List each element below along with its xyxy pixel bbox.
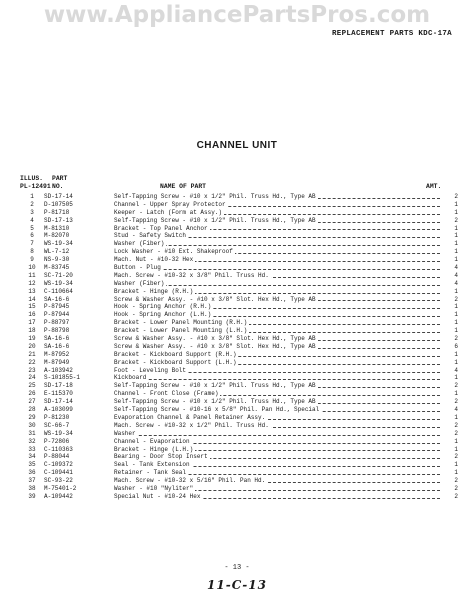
part-name-text: Channel - Front Close (Frame) xyxy=(114,390,219,398)
cell-part-name xyxy=(114,469,444,477)
cell-amount: 2 xyxy=(454,453,458,461)
cell-amount: 2 xyxy=(454,398,458,406)
cell-amount: 2 xyxy=(454,295,458,303)
cell-part-number: P-81230 xyxy=(44,413,70,421)
part-name-text: Self-Tapping Screw - #10 x 1/2" Phil. Truss Hd., Type AB xyxy=(114,193,316,200)
cell-part-name xyxy=(114,209,444,217)
section-title: CHANNEL UNIT xyxy=(196,140,278,151)
cell-part-name xyxy=(114,438,444,446)
cell-illus-number: 13 xyxy=(28,287,36,295)
col-header-illus: ILLUS. xyxy=(20,175,44,182)
cell-illus-number: 7 xyxy=(30,240,34,248)
cell-amount: 4 xyxy=(454,366,458,374)
cell-illus-number: 5 xyxy=(30,224,34,232)
handwritten-note: 11-C-13 xyxy=(207,578,267,592)
cell-part-name xyxy=(114,414,444,422)
cell-part-number: SA-16-6 xyxy=(44,295,70,303)
cell-part-name xyxy=(114,367,444,375)
table-row xyxy=(20,193,458,201)
part-name-text: Washer - #10 "Nyliter" xyxy=(114,484,194,492)
table-row xyxy=(20,217,458,225)
table-row xyxy=(20,374,458,382)
cell-illus-number: 37 xyxy=(28,477,36,485)
cell-part-name xyxy=(114,406,444,414)
cell-part-name xyxy=(114,248,444,256)
part-name-text: Hook - Spring Anchor (R.H.) xyxy=(114,303,212,311)
cell-amount: 2 xyxy=(454,421,458,429)
cell-part-number: WS-19-34 xyxy=(44,240,73,248)
part-name-text: Foot - Leveling Bolt xyxy=(114,366,187,374)
cell-amount: 4 xyxy=(454,264,458,272)
col-header-name: NAME OF PART xyxy=(160,183,207,190)
cell-part-number: WS-19-34 xyxy=(44,429,73,437)
cell-part-number: NS-9-30 xyxy=(44,256,70,264)
cell-part-number: SC-71-20 xyxy=(44,271,73,279)
cell-part-name xyxy=(114,335,444,343)
table-row xyxy=(20,398,458,406)
cell-amount: 6 xyxy=(454,342,458,350)
cell-amount: 4 xyxy=(454,406,458,414)
part-name-text: Self-Tapping Screw - #10 x 1/2" Phil. Truss Hd., Type AB xyxy=(114,382,316,390)
part-name-text: Self-Tapping Screw - #10 x 1/2" Phil. Truss Hd., Type AB xyxy=(114,216,316,224)
cell-part-number: P-87945 xyxy=(44,303,70,311)
cell-amount: 1 xyxy=(454,232,458,240)
cell-amount: 1 xyxy=(454,240,458,248)
cell-part-number: A-103942 xyxy=(44,366,73,374)
cell-part-number: D-107505 xyxy=(44,200,73,208)
cell-illus-number: 16 xyxy=(28,311,36,319)
cell-illus-number: 36 xyxy=(28,469,36,477)
part-name-text: Bracket - Hinge (L.H.) xyxy=(114,445,194,453)
cell-amount: 1 xyxy=(454,248,458,256)
cell-amount: 1 xyxy=(454,437,458,445)
table-row xyxy=(20,280,458,288)
table-row xyxy=(20,461,458,469)
col-header-pl: PL-12491 xyxy=(20,183,51,190)
cell-part-name xyxy=(114,256,444,264)
part-name-text: Washer (Fiber) xyxy=(114,279,165,287)
cell-amount: 1 xyxy=(454,287,458,295)
cell-part-number: M-83745 xyxy=(44,264,70,272)
cell-part-number: SA-16-6 xyxy=(44,342,70,350)
cell-illus-number: 27 xyxy=(28,398,36,406)
table-row xyxy=(20,422,458,430)
cell-part-number: M-82070 xyxy=(44,232,70,240)
cell-illus-number: 23 xyxy=(28,366,36,374)
cell-illus-number: 3 xyxy=(30,208,34,216)
table-row xyxy=(20,311,458,319)
part-name-text: Channel - Evaporation xyxy=(114,437,190,445)
cell-part-name xyxy=(114,303,444,311)
cell-amount: 1 xyxy=(454,319,458,327)
cell-part-number: SC-93-22 xyxy=(44,477,73,485)
table-row xyxy=(20,209,458,217)
cell-illus-number: 31 xyxy=(28,429,36,437)
cell-amount: 4 xyxy=(454,279,458,287)
cell-amount: 1 xyxy=(454,311,458,319)
table-row xyxy=(20,469,458,477)
cell-part-number: A-109442 xyxy=(44,492,73,500)
cell-part-number: M-87952 xyxy=(44,350,70,358)
table-row xyxy=(20,264,458,272)
part-name-text: Lock Washer - #10 Ext. Shakeproof xyxy=(114,248,233,256)
cell-part-name xyxy=(114,272,444,280)
part-name-text: Screw & Washer Assy. - #10 x 3/8" Slot. Hex Hd., Type AB xyxy=(114,342,316,350)
cell-amount: 1 xyxy=(454,224,458,232)
cell-part-number: C-109441 xyxy=(44,469,73,477)
table-row xyxy=(20,477,458,485)
cell-amount: 2 xyxy=(454,216,458,224)
cell-part-number: WL-7-12 xyxy=(44,248,70,256)
cell-part-number: SA-16-6 xyxy=(44,335,70,343)
table-row xyxy=(20,406,458,414)
cell-part-name xyxy=(114,493,444,501)
part-name-text: Bracket - Kickboard Support (L.H.) xyxy=(114,358,237,366)
table-row xyxy=(20,256,458,264)
table-row xyxy=(20,248,458,256)
table-row xyxy=(20,359,458,367)
part-name-text: Bracket - Lower Panel Mounting (R.H.) xyxy=(114,319,248,327)
part-name-text: Bearing - Door Stop Insert xyxy=(114,453,208,461)
cell-illus-number: 15 xyxy=(28,303,36,311)
cell-part-number: SC-66-7 xyxy=(44,421,70,429)
cell-part-name xyxy=(114,461,444,469)
cell-part-number: SD-17-18 xyxy=(44,382,73,390)
parts-list xyxy=(20,193,458,501)
cell-part-name xyxy=(114,485,444,493)
cell-amount: 1 xyxy=(454,413,458,421)
part-name-text: Special Nut - #10-24 Hex xyxy=(114,492,201,500)
cell-amount: 1 xyxy=(454,256,458,264)
cell-amount: 2 xyxy=(454,335,458,343)
cell-part-name xyxy=(114,296,444,304)
part-name-text: Bracket - Hinge (R.H.) xyxy=(114,287,194,295)
cell-part-number: SD-17-14 xyxy=(44,193,73,200)
cell-part-number: P-88797 xyxy=(44,319,70,327)
cell-illus-number: 29 xyxy=(28,413,36,421)
cell-amount: 2 xyxy=(454,429,458,437)
cell-part-number: M-87949 xyxy=(44,358,70,366)
cell-part-name xyxy=(114,422,444,430)
cell-amount: 1 xyxy=(454,445,458,453)
cell-amount: 2 xyxy=(454,477,458,485)
part-name-text: Evaporation Channel & Panel Retainer Assy. xyxy=(114,413,266,421)
part-name-text: Self-Tapping Screw - #10-16 x 5/8" Phil. Pan Hd., Special xyxy=(114,406,320,414)
cell-illus-number: 38 xyxy=(28,484,36,492)
cell-illus-number: 14 xyxy=(28,295,36,303)
cell-illus-number: 35 xyxy=(28,461,36,469)
table-row xyxy=(20,382,458,390)
table-row xyxy=(20,430,458,438)
cell-illus-number: 18 xyxy=(28,327,36,335)
cell-illus-number: 30 xyxy=(28,421,36,429)
cell-amount: 2 xyxy=(454,484,458,492)
cell-amount: 1 xyxy=(454,327,458,335)
part-name-text: Channel - Upper Spray Protector xyxy=(114,200,226,208)
cell-amount: 2 xyxy=(454,193,458,200)
part-name-text: Mach. Screw - #10-32 x 5/16" Phil. Pan Hd. xyxy=(114,477,266,485)
cell-illus-number: 39 xyxy=(28,492,36,500)
cell-amount: 1 xyxy=(454,358,458,366)
part-name-text: Mach. Nut - #10-32 Hex xyxy=(114,256,194,264)
table-row xyxy=(20,232,458,240)
table-row xyxy=(20,438,458,446)
part-name-text: Keeper - Latch (Form at Assy.) xyxy=(114,208,223,216)
cell-illus-number: 26 xyxy=(28,390,36,398)
table-row xyxy=(20,414,458,422)
cell-part-name xyxy=(114,280,444,288)
cell-illus-number: 19 xyxy=(28,335,36,343)
cell-part-number: E-115370 xyxy=(44,390,73,398)
cell-amount: 1 xyxy=(454,350,458,358)
cell-part-name xyxy=(114,382,444,390)
cell-amount: 1 xyxy=(454,208,458,216)
part-name-text: Self-Tapping Screw - #10 x 1/2" Phil. Truss Hd., Type AB xyxy=(114,398,316,406)
table-row xyxy=(20,201,458,209)
table-row xyxy=(20,446,458,454)
cell-part-number: P-88044 xyxy=(44,453,70,461)
part-name-text: Kickboard xyxy=(114,374,147,382)
part-name-text: Bracket - Lower Panel Mounting (L.H.) xyxy=(114,327,248,335)
cell-part-name xyxy=(114,374,444,382)
cell-part-name xyxy=(114,446,444,454)
cell-part-number: SD-17-14 xyxy=(44,398,73,406)
cell-amount: 1 xyxy=(454,200,458,208)
table-row xyxy=(20,390,458,398)
cell-illus-number: 32 xyxy=(28,437,36,445)
cell-part-number: P-81718 xyxy=(44,208,70,216)
page-header: REPLACEMENT PARTS KDC-17A xyxy=(331,30,452,38)
cell-part-name xyxy=(114,477,444,485)
cell-part-name xyxy=(114,240,444,248)
cell-part-name xyxy=(114,193,444,201)
cell-part-number: P-72806 xyxy=(44,437,70,445)
cell-part-name xyxy=(114,311,444,319)
cell-part-number: S-101855-1 xyxy=(44,374,81,382)
cell-illus-number: 21 xyxy=(28,350,36,358)
table-row xyxy=(20,351,458,359)
part-name-text: Screw & Washer Assy. - #10 x 3/8" Slot. Hex Hd., Type AB xyxy=(114,295,316,303)
part-name-text: Mach. Screw - #10-32 x 3/8" Phil. Truss Hd. xyxy=(114,271,269,279)
cell-amount: 1 xyxy=(454,303,458,311)
table-row xyxy=(20,485,458,493)
cell-illus-number: 2 xyxy=(30,200,34,208)
cell-part-number: SD-17-13 xyxy=(44,216,73,224)
page-number: - 13 - xyxy=(224,564,250,572)
cell-illus-number: 25 xyxy=(28,382,36,390)
cell-part-number: P-87944 xyxy=(44,311,70,319)
cell-part-name xyxy=(114,453,444,461)
cell-amount: 2 xyxy=(454,492,458,500)
cell-part-number: C-110664 xyxy=(44,287,73,295)
cell-amount: 1 xyxy=(454,469,458,477)
part-name-text: Bracket - Kickboard Support (R.H.) xyxy=(114,350,237,358)
cell-part-name xyxy=(114,232,444,240)
table-row xyxy=(20,319,458,327)
cell-illus-number: 17 xyxy=(28,319,36,327)
cell-part-number: C-110363 xyxy=(44,445,73,453)
cell-amount: 4 xyxy=(454,271,458,279)
table-row xyxy=(20,367,458,375)
cell-part-number: P-88798 xyxy=(44,327,70,335)
table-row xyxy=(20,335,458,343)
cell-amount: 1 xyxy=(454,461,458,469)
table-row xyxy=(20,240,458,248)
cell-part-name xyxy=(114,398,444,406)
part-name-text: Button - Plug xyxy=(114,264,161,272)
cell-part-name xyxy=(114,264,444,272)
watermark-text: www.AppliancePartsPros.com xyxy=(43,2,431,28)
table-row xyxy=(20,288,458,296)
table-row xyxy=(20,453,458,461)
cell-amount: 2 xyxy=(454,382,458,390)
part-name-text: Hook - Spring Anchor (L.H.) xyxy=(114,311,212,319)
part-name-text: Retainer - Tank Seal xyxy=(114,469,187,477)
cell-part-name xyxy=(114,430,444,438)
cell-illus-number: 24 xyxy=(28,374,36,382)
cell-illus-number: 12 xyxy=(28,279,36,287)
cell-part-name xyxy=(114,343,444,351)
col-header-amt: AMT. xyxy=(426,183,442,190)
cell-part-number: M-75401-2 xyxy=(44,484,77,492)
cell-part-number: C-109372 xyxy=(44,461,73,469)
cell-illus-number: 20 xyxy=(28,342,36,350)
cell-illus-number: 9 xyxy=(30,256,34,264)
cell-part-name xyxy=(114,351,444,359)
cell-part-name xyxy=(114,288,444,296)
part-name-text: Washer (Fiber) xyxy=(114,240,165,248)
cell-illus-number: 33 xyxy=(28,445,36,453)
cell-illus-number: 6 xyxy=(30,232,34,240)
table-row xyxy=(20,493,458,501)
cell-part-name xyxy=(114,217,444,225)
part-name-text: Seal - Tank Extension xyxy=(114,461,190,469)
table-row xyxy=(20,272,458,280)
part-name-text: Bracket - Top Panel Anchor xyxy=(114,224,208,232)
cell-part-name xyxy=(114,390,444,398)
cell-illus-number: 8 xyxy=(30,248,34,256)
cell-amount: 1 xyxy=(454,390,458,398)
col-header-part: PART xyxy=(52,175,68,182)
part-name-text: Stud - Safety Switch xyxy=(114,232,187,240)
cell-illus-number: 22 xyxy=(28,358,36,366)
cell-illus-number: 10 xyxy=(28,264,36,272)
part-name-text: Washer xyxy=(114,429,136,437)
table-row xyxy=(20,303,458,311)
col-header-no: NO. xyxy=(52,183,64,190)
table-row xyxy=(20,327,458,335)
part-name-text: Mach. Screw - #10-32 x 1/2" Phil. Truss Hd. xyxy=(114,421,269,429)
cell-illus-number: 34 xyxy=(28,453,36,461)
cell-part-name xyxy=(114,327,444,335)
cell-amount: 1 xyxy=(454,374,458,382)
part-name-text: Screw & Washer Assy. - #10 x 3/8" Slot. Hex Hd., Type AB xyxy=(114,335,316,343)
cell-illus-number: 4 xyxy=(30,216,34,224)
cell-part-name xyxy=(114,319,444,327)
table-row xyxy=(20,343,458,351)
table-row xyxy=(20,296,458,304)
cell-part-number: A-103099 xyxy=(44,406,73,414)
cell-illus-number: 28 xyxy=(28,406,36,414)
table-row xyxy=(20,225,458,233)
cell-part-name xyxy=(114,359,444,367)
cell-illus-number: 1 xyxy=(30,193,34,200)
cell-part-number: M-81310 xyxy=(44,224,70,232)
cell-illus-number: 11 xyxy=(28,271,36,279)
cell-part-name xyxy=(114,225,444,233)
cell-part-number: WS-19-34 xyxy=(44,279,73,287)
cell-part-name xyxy=(114,201,444,209)
